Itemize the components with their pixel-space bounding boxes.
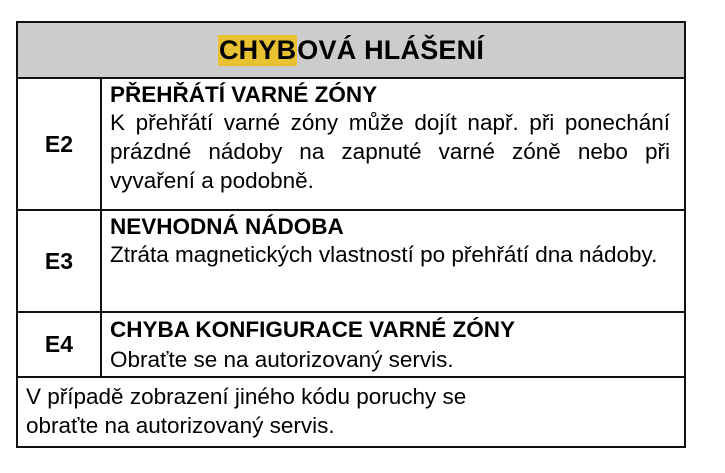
error-content (102, 313, 684, 376)
error-code: E2 (18, 79, 102, 209)
table-row-e3 (18, 211, 684, 313)
error-messages-table (16, 21, 686, 448)
error-title: CHYBA KONFIGURACE VARNÉ ZÓNY (110, 317, 516, 342)
footer-line-1: V případě zobrazení jiného kódu poruchy se (26, 384, 467, 409)
error-content (102, 211, 684, 311)
error-code: E4 (18, 313, 102, 376)
footer-note (18, 378, 684, 446)
error-code: E3 (18, 211, 102, 311)
error-description: Ztráta magnetických vlastností po přehřátí dna nádoby. (110, 242, 658, 267)
error-title: NEVHODNÁ NÁDOBA (110, 214, 344, 239)
error-title: PŘEHŘÁTÍ VARNÉ ZÓNY (110, 82, 378, 107)
error-description: Obraťte se na autorizovaný servis. (110, 347, 454, 372)
error-content (102, 79, 684, 209)
error-description: K přehřátí varné zóny může dojít např. při ponechání prázdné nádoby na zapnuté varné zóně nebo při vyvaření a podobně. (110, 110, 670, 193)
table-header (18, 23, 684, 79)
table-row-e4 (18, 313, 684, 378)
title-rest: OVÁ HLÁŠENÍ (297, 34, 485, 65)
footer-line-2: obraťte na autorizovaný servis. (26, 413, 335, 438)
table-row-e2 (18, 79, 684, 211)
title-highlighted-part: CHYB (218, 34, 297, 65)
